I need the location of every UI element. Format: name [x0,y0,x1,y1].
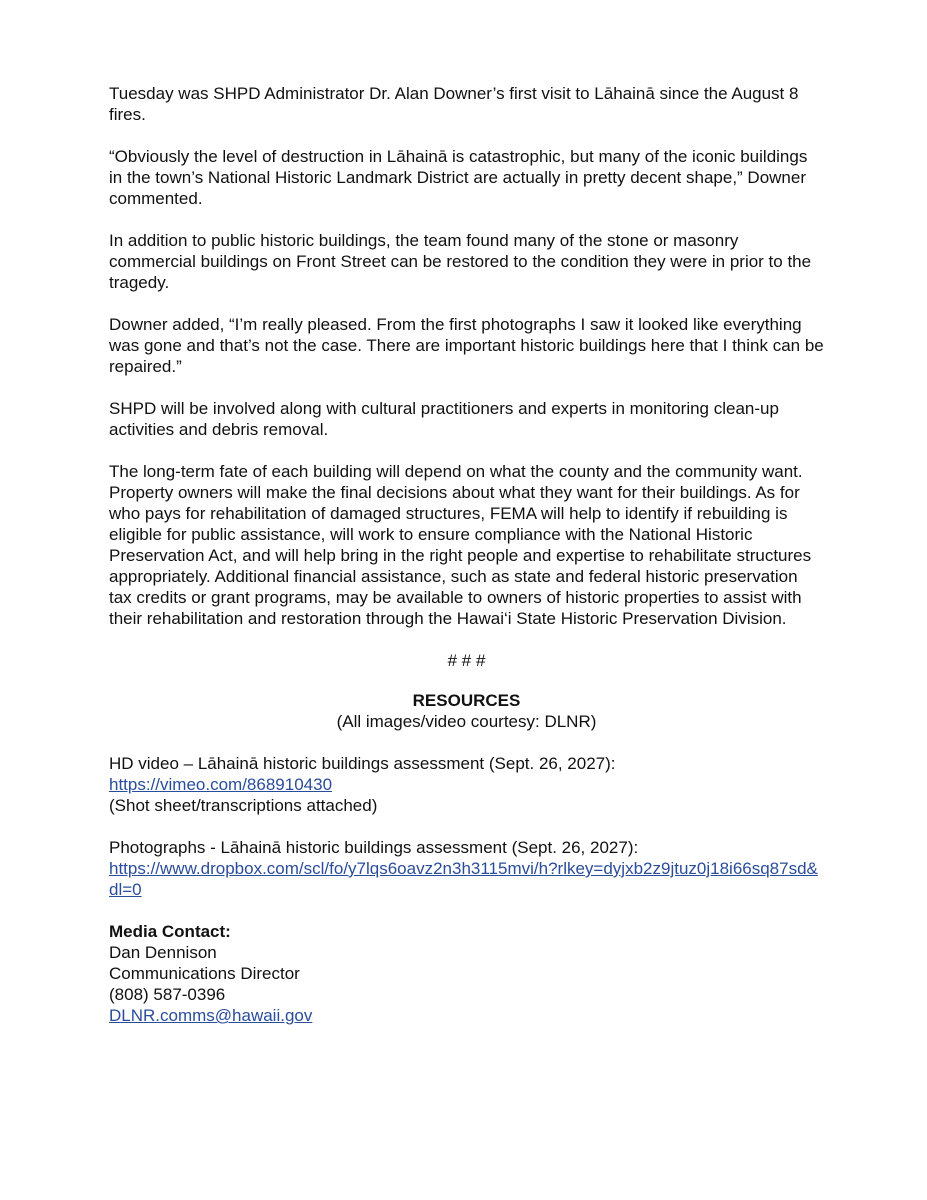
photos-label: Photographs - Lāhainā historic buildings assessment (Sept. 26, 2027): [109,838,639,857]
contact-phone: (808) 587-0396 [109,985,226,1004]
contact-name: Dan Dennison [109,943,217,962]
paragraph-shpd-involvement: SHPD will be involved along with cultural practitioners and experts in monitoring clean-up activities and debris removal. [109,399,779,439]
media-contact [109,921,824,1026]
press-release-page [109,83,824,1047]
resources-subtitle: (All images/video courtesy: DLNR) [336,712,597,731]
photos-resource [109,837,824,900]
contact-email-link[interactable]: DLNR.comms@hawaii.gov [109,1006,313,1025]
contact-title: Communications Director [109,964,300,983]
section-separator: # # # [447,651,486,670]
video-note: (Shot sheet/transcriptions attached) [109,796,378,815]
paragraph-long-term-fate: The long-term fate of each building will depend on what the county and the community want. Property owners will make the final decisions about what they want for their buildings. As for who pays for rehabilitation of damaged structures, FEMA will help to identify if rebuilding is eligible for public assistance, will work to ensure compliance with the National Historic Preservation Act, and will help bring in the right people and expertise to rehabilitate structures appropriately. Additional financial assistance, such as state and federal historic preservation tax credits or grant programs, may be available to owners of historic properties to assist with their rehabilitation and restoration through the Hawai‘i State Historic Preservation Division. [109,462,812,628]
paragraph-front-street: In addition to public historic buildings, the team found many of the stone or masonry commercial buildings on Front Street can be restored to the condition they were in prior to the tragedy. [109,231,812,292]
paragraph-downer-quote: “Obviously the level of destruction in Lāhainā is catastrophic, but many of the iconic buildings in the town’s National Historic Landmark District are actually in pretty decent shape,” Downer commented. [109,147,808,208]
resources-title: RESOURCES [412,691,521,710]
paragraph-downer-added: Downer added, “I’m really pleased. From the first photographs I saw it looked like everything was gone and that’s not the case. There are important historic buildings here that I think can be repaired.” [109,315,824,376]
video-label: HD video – Lāhainā historic buildings assessment (Sept. 26, 2027): [109,754,616,773]
media-contact-heading: Media Contact: [109,922,231,941]
photos-link[interactable]: https://www.dropbox.com/scl/fo/y7lqs6oavz2n3h3115mvi/h?rlkey=dyjxb2z9jtuz0j18i66sq87sd&dl=0 [109,859,818,899]
paragraph-downer-visit: Tuesday was SHPD Administrator Dr. Alan Downer’s first visit to Lāhainā since the August 8 fires. [109,84,799,124]
video-resource [109,753,824,816]
video-link[interactable]: https://vimeo.com/868910430 [109,775,333,794]
